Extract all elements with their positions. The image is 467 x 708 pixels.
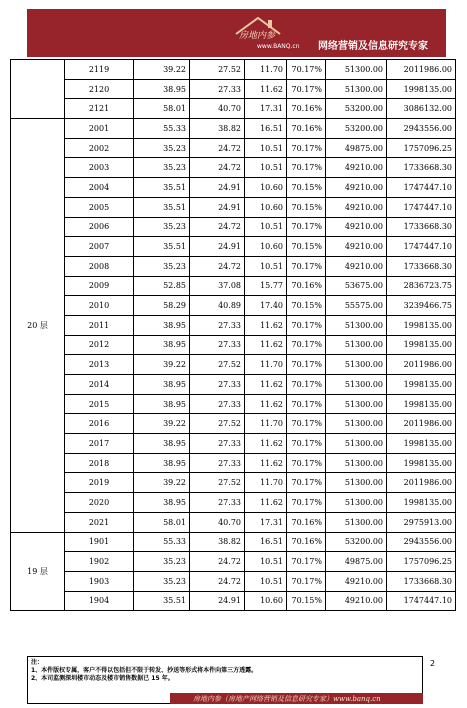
table-cell: 27.33 — [190, 394, 245, 414]
table-cell: 51300.00 — [326, 335, 387, 355]
table-cell: 49210.00 — [326, 571, 387, 591]
table-cell: 70.17% — [287, 335, 326, 355]
table-cell: 24.72 — [190, 158, 245, 178]
table-cell: 1733668.30 — [387, 158, 456, 178]
table-cell: 2975913.00 — [387, 512, 456, 532]
table-cell: 70.17% — [287, 493, 326, 513]
table-cell: 70.17% — [287, 414, 326, 434]
banner-title: 网络营销及信息研究专家 — [318, 41, 428, 52]
table-cell: 2011986.00 — [387, 473, 456, 493]
table-cell: 70.17% — [287, 473, 326, 493]
table-cell: 24.72 — [190, 256, 245, 276]
table-cell: 52.85 — [134, 276, 190, 296]
table-cell: 1998135.00 — [387, 79, 456, 99]
table-cell: 27.52 — [190, 473, 245, 493]
room-number-cell: 2001 — [65, 119, 134, 139]
table-cell: 38.95 — [134, 434, 190, 454]
room-number-cell: 2019 — [65, 473, 134, 493]
table-cell: 24.72 — [190, 217, 245, 237]
table-cell: 35.23 — [134, 138, 190, 158]
table-row — [11, 375, 456, 395]
table-cell: 49875.00 — [326, 552, 387, 572]
table-cell: 39.22 — [134, 355, 190, 375]
table-cell: 10.51 — [245, 552, 287, 572]
room-number-cell: 1901 — [65, 532, 134, 552]
floor-label-cell: 19 层 — [11, 532, 65, 611]
table-cell: 1747447.10 — [387, 197, 456, 217]
table-cell: 70.17% — [287, 453, 326, 473]
table-cell: 11.62 — [245, 79, 287, 99]
room-number-cell: 2016 — [65, 414, 134, 434]
table-cell: 24.72 — [190, 552, 245, 572]
table-row — [11, 256, 456, 276]
room-number-cell: 2007 — [65, 237, 134, 257]
table-cell: 1998135.00 — [387, 335, 456, 355]
table-cell: 40.70 — [190, 99, 245, 119]
room-number-cell: 2004 — [65, 178, 134, 198]
room-number-cell: 2013 — [65, 355, 134, 375]
table-cell: 27.33 — [190, 453, 245, 473]
table-cell: 39.22 — [134, 60, 190, 80]
table-cell: 51300.00 — [326, 493, 387, 513]
table-row — [11, 355, 456, 375]
table-cell: 10.51 — [245, 256, 287, 276]
room-number-cell: 2011 — [65, 315, 134, 335]
table-cell: 70.17% — [287, 256, 326, 276]
table-row — [11, 138, 456, 158]
table-cell: 16.51 — [245, 532, 287, 552]
table-cell: 58.29 — [134, 296, 190, 316]
table-cell: 24.91 — [190, 237, 245, 257]
table-cell: 70.15% — [287, 197, 326, 217]
table-cell: 70.16% — [287, 119, 326, 139]
table-cell: 1998135.00 — [387, 394, 456, 414]
room-number-cell: 2015 — [65, 394, 134, 414]
table-cell: 70.16% — [287, 276, 326, 296]
room-number-cell: 2010 — [65, 296, 134, 316]
table-cell: 11.62 — [245, 493, 287, 513]
table-cell: 40.70 — [190, 512, 245, 532]
table-cell: 70.17% — [287, 571, 326, 591]
table-cell: 39.22 — [134, 414, 190, 434]
room-number-cell: 2005 — [65, 197, 134, 217]
table-cell: 58.01 — [134, 512, 190, 532]
table-cell: 49875.00 — [326, 138, 387, 158]
table-cell: 55.33 — [134, 532, 190, 552]
table-cell: 27.33 — [190, 315, 245, 335]
table-cell: 1747447.10 — [387, 591, 456, 611]
table-cell: 10.60 — [245, 178, 287, 198]
table-cell: 27.33 — [190, 79, 245, 99]
table-cell: 35.23 — [134, 158, 190, 178]
room-number-cell: 2009 — [65, 276, 134, 296]
table-cell: 38.95 — [134, 375, 190, 395]
table-cell: 70.16% — [287, 512, 326, 532]
table-cell: 49210.00 — [326, 256, 387, 276]
table-cell: 11.62 — [245, 375, 287, 395]
table-cell: 2943556.00 — [387, 119, 456, 139]
table-row — [11, 571, 456, 591]
table-cell: 53675.00 — [326, 276, 387, 296]
table-row — [11, 197, 456, 217]
table-cell: 38.82 — [190, 119, 245, 139]
room-number-cell: 2121 — [65, 99, 134, 119]
table-cell: 24.72 — [190, 138, 245, 158]
table-cell: 1747447.10 — [387, 178, 456, 198]
table-cell: 2836723.75 — [387, 276, 456, 296]
table-cell: 2943556.00 — [387, 532, 456, 552]
table-cell: 10.51 — [245, 138, 287, 158]
table-row — [11, 493, 456, 513]
table-row — [11, 453, 456, 473]
table-cell: 1757096.25 — [387, 552, 456, 572]
table-row — [11, 99, 456, 119]
room-number-cell: 1904 — [65, 591, 134, 611]
table-cell: 24.91 — [190, 591, 245, 611]
table-cell: 39.22 — [134, 473, 190, 493]
table-cell: 11.62 — [245, 315, 287, 335]
table-cell: 70.17% — [287, 158, 326, 178]
table-row — [11, 60, 456, 80]
table-cell: 70.16% — [287, 99, 326, 119]
table-row — [11, 315, 456, 335]
table-cell: 53200.00 — [326, 119, 387, 139]
table-cell: 1998135.00 — [387, 453, 456, 473]
table-cell: 35.23 — [134, 552, 190, 572]
table-cell: 70.17% — [287, 315, 326, 335]
table-cell: 51300.00 — [326, 473, 387, 493]
table-cell: 37.08 — [190, 276, 245, 296]
table-cell: 1733668.30 — [387, 217, 456, 237]
floor-label-cell — [11, 60, 65, 119]
table-cell: 35.51 — [134, 237, 190, 257]
table-cell: 70.17% — [287, 552, 326, 572]
table-row — [11, 237, 456, 257]
room-number-cell: 2003 — [65, 158, 134, 178]
table-cell: 11.70 — [245, 355, 287, 375]
table-cell: 1757096.25 — [387, 138, 456, 158]
table-cell: 10.60 — [245, 197, 287, 217]
table-cell: 49210.00 — [326, 158, 387, 178]
table-cell: 2011986.00 — [387, 355, 456, 375]
table-cell: 2011986.00 — [387, 60, 456, 80]
table-cell: 1747447.10 — [387, 237, 456, 257]
table-cell: 10.60 — [245, 237, 287, 257]
table-cell: 51300.00 — [326, 512, 387, 532]
table-cell: 70.15% — [287, 296, 326, 316]
price-table — [10, 59, 456, 611]
table-cell: 49210.00 — [326, 217, 387, 237]
table-cell: 38.95 — [134, 493, 190, 513]
table-row — [11, 217, 456, 237]
table-cell: 1998135.00 — [387, 493, 456, 513]
table-cell: 2011986.00 — [387, 414, 456, 434]
room-number-cell: 2017 — [65, 434, 134, 454]
table-cell: 11.70 — [245, 60, 287, 80]
table-cell: 49210.00 — [326, 197, 387, 217]
table-cell: 55.33 — [134, 119, 190, 139]
table-cell: 70.17% — [287, 217, 326, 237]
table-row — [11, 532, 456, 552]
table-cell: 11.70 — [245, 414, 287, 434]
table-cell: 11.62 — [245, 453, 287, 473]
table-cell: 55575.00 — [326, 296, 387, 316]
table-cell: 10.60 — [245, 591, 287, 611]
table-cell: 38.95 — [134, 79, 190, 99]
logo-url: www.BANQ.cn — [257, 43, 300, 50]
table-cell: 38.95 — [134, 335, 190, 355]
table-cell: 3086132.00 — [387, 99, 456, 119]
table-cell: 35.51 — [134, 591, 190, 611]
floor-label-cell: 20 层 — [11, 119, 65, 532]
table-cell: 58.01 — [134, 99, 190, 119]
table-cell: 11.70 — [245, 473, 287, 493]
notes-line-1: 1、本件版权专属，客户不得以包括但不限于转发、抄送等形式将本件向第三方透露。 — [31, 667, 258, 674]
table-cell: 70.17% — [287, 434, 326, 454]
table-cell: 38.95 — [134, 394, 190, 414]
table-cell: 35.23 — [134, 571, 190, 591]
table-cell: 53200.00 — [326, 99, 387, 119]
table-cell: 27.33 — [190, 493, 245, 513]
table-cell: 51300.00 — [326, 434, 387, 454]
table-cell: 49210.00 — [326, 237, 387, 257]
table-row — [11, 473, 456, 493]
table-cell: 17.40 — [245, 296, 287, 316]
table-cell: 51300.00 — [326, 315, 387, 335]
room-number-cell: 2020 — [65, 493, 134, 513]
table-row — [11, 591, 456, 611]
table-cell: 10.51 — [245, 158, 287, 178]
table-row — [11, 335, 456, 355]
table-row — [11, 276, 456, 296]
table-cell: 27.33 — [190, 335, 245, 355]
table-cell: 51300.00 — [326, 394, 387, 414]
table-cell: 11.62 — [245, 394, 287, 414]
table-cell: 70.15% — [287, 591, 326, 611]
table-cell: 51300.00 — [326, 355, 387, 375]
table-cell: 15.77 — [245, 276, 287, 296]
table-cell: 1733668.30 — [387, 256, 456, 276]
table-cell: 49210.00 — [326, 591, 387, 611]
table-row — [11, 512, 456, 532]
footer-text: 房地内参（房地产网络营销及信息研究专家）www.banq.cn — [193, 695, 381, 703]
room-number-cell: 2002 — [65, 138, 134, 158]
table-cell: 38.95 — [134, 315, 190, 335]
table-row — [11, 178, 456, 198]
table-cell: 27.33 — [190, 375, 245, 395]
room-number-cell: 2006 — [65, 217, 134, 237]
table-cell: 11.62 — [245, 335, 287, 355]
table-cell: 35.51 — [134, 178, 190, 198]
table-cell: 24.72 — [190, 571, 245, 591]
table-row — [11, 414, 456, 434]
page-number: 2 — [430, 659, 436, 668]
logo-text: 房地内参 — [239, 31, 276, 41]
table-cell: 70.15% — [287, 237, 326, 257]
table-row — [11, 119, 456, 139]
table-row — [11, 79, 456, 99]
room-number-cell: 2008 — [65, 256, 134, 276]
table-cell: 51300.00 — [326, 60, 387, 80]
room-number-cell: 2012 — [65, 335, 134, 355]
table-cell: 17.31 — [245, 512, 287, 532]
table-cell: 53200.00 — [326, 532, 387, 552]
table-cell: 70.17% — [287, 355, 326, 375]
table-cell: 3239466.75 — [387, 296, 456, 316]
table-cell: 24.91 — [190, 178, 245, 198]
table-cell: 16.51 — [245, 119, 287, 139]
table-cell: 1998135.00 — [387, 434, 456, 454]
table-cell: 70.17% — [287, 394, 326, 414]
table-cell: 70.16% — [287, 532, 326, 552]
table-cell: 17.31 — [245, 99, 287, 119]
notes-line-2: 2、本司监测深圳楼市动态及楼市销售数据已 15 年。 — [31, 675, 174, 682]
room-number-cell: 2018 — [65, 453, 134, 473]
table-cell: 51300.00 — [326, 414, 387, 434]
room-number-cell: 2120 — [65, 79, 134, 99]
room-number-cell: 2119 — [65, 60, 134, 80]
table-cell: 38.95 — [134, 453, 190, 473]
table-cell: 40.89 — [190, 296, 245, 316]
table-cell: 1733668.30 — [387, 571, 456, 591]
room-number-cell: 1902 — [65, 552, 134, 572]
table-cell: 27.52 — [190, 414, 245, 434]
table-cell: 70.17% — [287, 79, 326, 99]
room-number-cell: 1903 — [65, 571, 134, 591]
room-number-cell: 2014 — [65, 375, 134, 395]
table-cell: 24.91 — [190, 197, 245, 217]
table-cell: 35.23 — [134, 217, 190, 237]
notes-label: 注： — [31, 659, 44, 666]
table-cell: 70.17% — [287, 138, 326, 158]
table-cell: 1998135.00 — [387, 375, 456, 395]
table-row — [11, 158, 456, 178]
table-row — [11, 552, 456, 572]
table-cell: 27.52 — [190, 355, 245, 375]
table-cell: 51300.00 — [326, 79, 387, 99]
table-cell: 51300.00 — [326, 453, 387, 473]
table-cell: 70.15% — [287, 178, 326, 198]
table-cell: 10.51 — [245, 571, 287, 591]
table-cell: 38.82 — [190, 532, 245, 552]
table-row — [11, 434, 456, 454]
table-cell: 51300.00 — [326, 375, 387, 395]
table-cell: 35.23 — [134, 256, 190, 276]
table-row — [11, 394, 456, 414]
table-cell: 70.17% — [287, 60, 326, 80]
table-cell: 70.17% — [287, 375, 326, 395]
table-cell: 35.51 — [134, 197, 190, 217]
table-cell: 49210.00 — [326, 178, 387, 198]
table-cell: 27.33 — [190, 434, 245, 454]
table-row — [11, 296, 456, 316]
table-cell: 11.62 — [245, 434, 287, 454]
table-cell: 10.51 — [245, 217, 287, 237]
table-cell: 1998135.00 — [387, 315, 456, 335]
room-number-cell: 2021 — [65, 512, 134, 532]
table-cell: 27.52 — [190, 60, 245, 80]
